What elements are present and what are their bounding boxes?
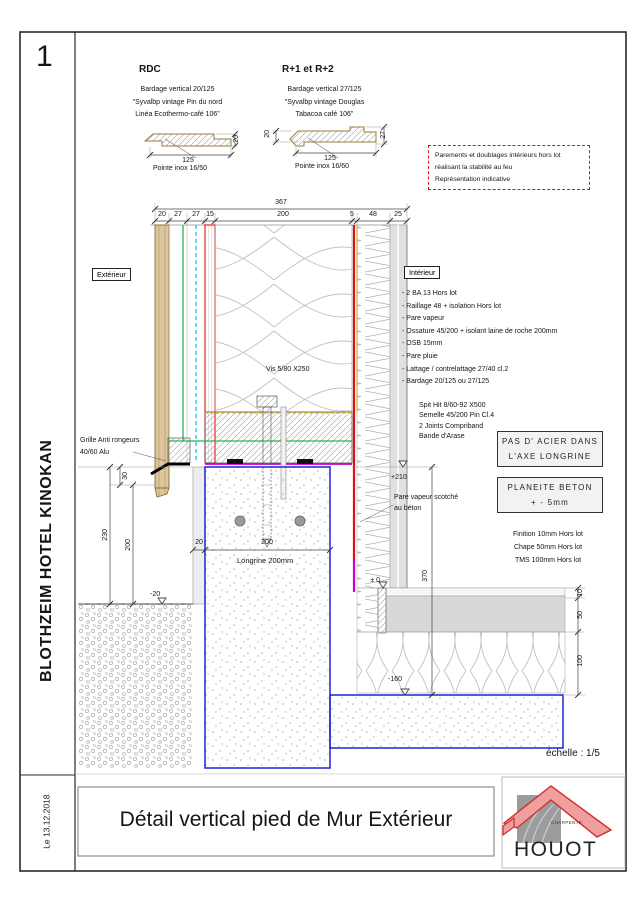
dim-chain: 25 — [394, 211, 402, 218]
project-name-vertical: BLOTHZEIM HOTEL KINOKAN — [38, 439, 56, 682]
vis-label: Vis 5/80 X250 — [266, 366, 310, 373]
note-line: + - 5mm — [531, 498, 569, 507]
longrine-and-ground — [78, 467, 330, 768]
finition-layer — [386, 588, 565, 596]
houot-logo-graphic — [503, 786, 611, 843]
level-zero: ± 0 — [370, 577, 380, 584]
layer-item: - Pare pluie — [402, 352, 438, 360]
dim-chain: 48 — [369, 211, 377, 218]
grille-line: 40/60 Alu — [80, 448, 110, 456]
grille-line: Grille Anti rongeurs — [80, 437, 140, 444]
longrine-label: Longrine 200mm — [237, 556, 294, 565]
edge-strip — [193, 467, 205, 604]
level-m20: -20 — [150, 591, 161, 598]
logo-brand: HOUOT — [514, 838, 598, 861]
rebar — [235, 516, 245, 526]
level-p210: +210 — [391, 474, 407, 481]
level-m160: -160 — [388, 676, 403, 683]
dim-200-bottom: 200 — [261, 539, 273, 546]
compriband-joint — [227, 459, 243, 464]
logo-tagline: CHARPENTE — [551, 820, 583, 825]
slab-concrete — [330, 695, 563, 748]
note-line: PAS D' ACIER DANS — [501, 437, 599, 446]
vis-head — [257, 396, 277, 407]
grille-label — [80, 435, 140, 458]
rdc-thickness-dim: 20 — [233, 134, 241, 143]
rdc-line: Linéa Ecothermo-café 106" — [135, 111, 220, 118]
floor-line: Chape 50mm Hors lot — [513, 544, 583, 551]
semelle — [205, 412, 352, 463]
upper-title: R+1 et R+2 — [282, 64, 334, 75]
exterior-label: Extérieur — [92, 268, 131, 281]
floor-line: TMS 100mm Hors lot — [514, 557, 582, 564]
no-steel-note-box — [497, 431, 603, 467]
edge-upstand — [378, 588, 386, 633]
dim-chain: 5 — [350, 211, 354, 218]
date-vertical: Le 13.12.2018 — [41, 794, 52, 849]
spit-line: Bande d'Arase — [419, 433, 465, 441]
upper-line: Tabacoa café 106" — [295, 111, 354, 118]
longrine-concrete — [205, 467, 330, 768]
bottom-batten — [168, 438, 190, 463]
dim-200-left: 200 — [125, 539, 133, 551]
layer-item: - Ossature 45/200 + isolant laine de roche 200mm — [402, 327, 558, 335]
scale-label: échelle : 1/5 — [546, 748, 600, 759]
level-m20-marker — [158, 598, 166, 604]
dim-chain: 15 — [206, 211, 214, 218]
dim-100: 100 — [577, 655, 585, 667]
pare-vapeur-note — [394, 492, 458, 514]
exterior-ground — [78, 604, 193, 768]
rdc-title: RDC — [139, 64, 161, 75]
rockwool-insulation — [215, 225, 352, 412]
rebar — [295, 516, 305, 526]
upper-thickness-right-dim: 27 — [380, 130, 388, 139]
flatness-note-box — [497, 477, 603, 513]
layer-list — [402, 288, 557, 389]
layer-item: - Pare vapeur — [402, 315, 445, 323]
upper-description — [247, 84, 402, 122]
layer-item: - Raillage 48 + isolation Hors lot — [402, 302, 502, 310]
dim-10: 10 — [577, 588, 585, 597]
dim-chain: 27 — [174, 211, 182, 218]
dim-20-bottom: 20 — [195, 539, 203, 546]
upper-width-dim: 125 — [324, 155, 336, 162]
chape-layer — [386, 596, 565, 632]
layer-item: - 2 BA 13 Hors lot — [402, 290, 457, 297]
raillage-isolation — [357, 225, 390, 588]
spit-line: Spit Hit 8/60-92 X500 — [419, 402, 486, 409]
rdc-description — [100, 84, 255, 122]
floor-buildup-note — [496, 528, 600, 567]
spit-line: 2 Joints Compriband — [419, 422, 484, 430]
warning-line: Parements et doublages intérieurs hors lot — [435, 152, 561, 159]
upper-line: "Syvalbp vintage Douglas — [284, 98, 365, 106]
dim-chain: 20 — [158, 211, 166, 218]
layer-item: - OSB 15mm — [402, 340, 443, 348]
compriband-joint — [297, 459, 313, 464]
cladding-profile-rdc — [145, 131, 238, 158]
dim-chain: 200 — [277, 211, 289, 218]
spit-note — [419, 401, 494, 443]
upper-nail-label: Pointe inox 16/60 — [294, 163, 350, 170]
drawing-title: Détail vertical pied de Mur Extérieur — [119, 808, 453, 831]
dim-total: 367 — [275, 199, 287, 206]
pv-line: Pare vapeur scotché — [394, 494, 459, 501]
sheet-number: 1 — [36, 40, 53, 73]
cladding-profile-upper — [272, 124, 388, 158]
rdc-width-dim: 125 — [182, 157, 194, 164]
dim-chain: 27 — [192, 211, 200, 218]
floor-line: Finition 10mm Hors lot — [512, 531, 584, 538]
rdc-line: Bardage vertical 20/125 — [140, 86, 215, 93]
spit-line: Semelle 45/200 Pin Cl.4 — [419, 412, 495, 420]
dim-30: 30 — [122, 471, 130, 480]
warning-line: Représentation indicative — [435, 176, 511, 183]
tms-insulation — [357, 632, 565, 693]
bardage-cladding — [155, 225, 169, 488]
rdc-line: "Syvalbp vintage Pin du nord — [132, 98, 223, 106]
warning-line: réalisant la stabilité au feu — [435, 164, 513, 171]
note-line: L'AXE LONGRINE — [508, 452, 592, 461]
interior-label: Intérieur — [404, 266, 440, 279]
dim-50: 50 — [577, 610, 585, 619]
rdc-nail-label: Pointe inox 16/50 — [152, 165, 208, 172]
dim-230: 230 — [102, 529, 110, 541]
layer-item: - Lattage / contrelattage 27/40 cl.2 — [402, 365, 509, 373]
fire-stability-warning-box — [428, 145, 590, 190]
note-line: PLANEITE BETON — [507, 483, 593, 492]
upper-line: Bardage vertical 27/125 — [287, 86, 362, 93]
dim-370: 370 — [422, 570, 430, 582]
layer-item: - Bardage 20/125 ou 27/125 — [402, 378, 490, 386]
pv-line: au béton — [394, 505, 422, 512]
upper-thickness-left-dim: 20 — [264, 129, 272, 138]
